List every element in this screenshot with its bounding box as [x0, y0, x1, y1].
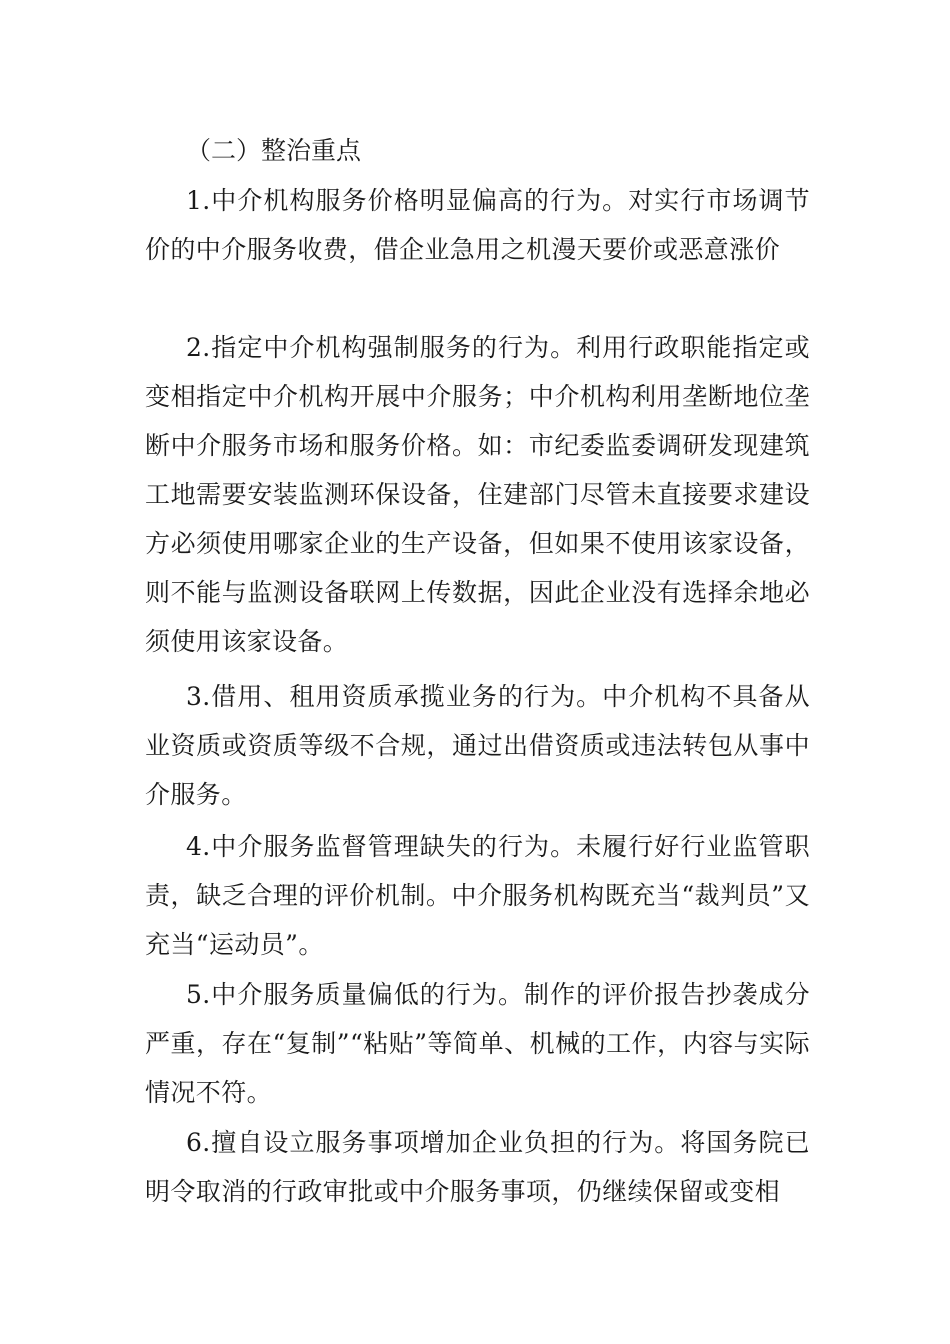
- paragraph-3: 3.借用、租用资质承揽业务的行为。中介机构不具备从业资质或资质等级不合规，通过出借资质或违法转包从事中介服务。: [145, 682, 810, 809]
- paragraph-5: 5.中介服务质量偏低的行为。制作的评价报告抄袭成分严重，存在“复制”“粘贴”等简单、机械的工作，内容与实际情况不符。: [145, 980, 810, 1107]
- paragraph-1: 1.中介机构服务价格明显偏高的行为。对实行市场调节价的中介服务收费，借企业急用之机漫天要价或恶意涨价: [145, 186, 810, 264]
- section-heading: （二）整治重点: [186, 136, 362, 165]
- paragraph-2: 2.指定中介机构强制服务的行为。利用行政职能指定或变相指定中介机构开展中介服务；中介机构利用垄断地位垄断中介服务市场和服务价格。如：市纪委监委调研发现建筑工地需要安装监测环保设备，住建部门尽管未直接要求建设方必须使用哪家企业的生产设备，但如果不使用该家设备，则不能与监测设备联网上传数据，因此企业没有选择余地必须使用该家设备。: [145, 333, 810, 656]
- paragraph-4: 4.中介服务监督管理缺失的行为。未履行好行业监管职责，缺乏合理的评价机制。中介服务机构既充当“裁判员”又充当“运动员”。: [145, 832, 810, 959]
- paragraph-6: 6.擅自设立服务事项增加企业负担的行为。将国务院已明令取消的行政审批或中介服务事项，仍继续保留或变相: [145, 1128, 810, 1206]
